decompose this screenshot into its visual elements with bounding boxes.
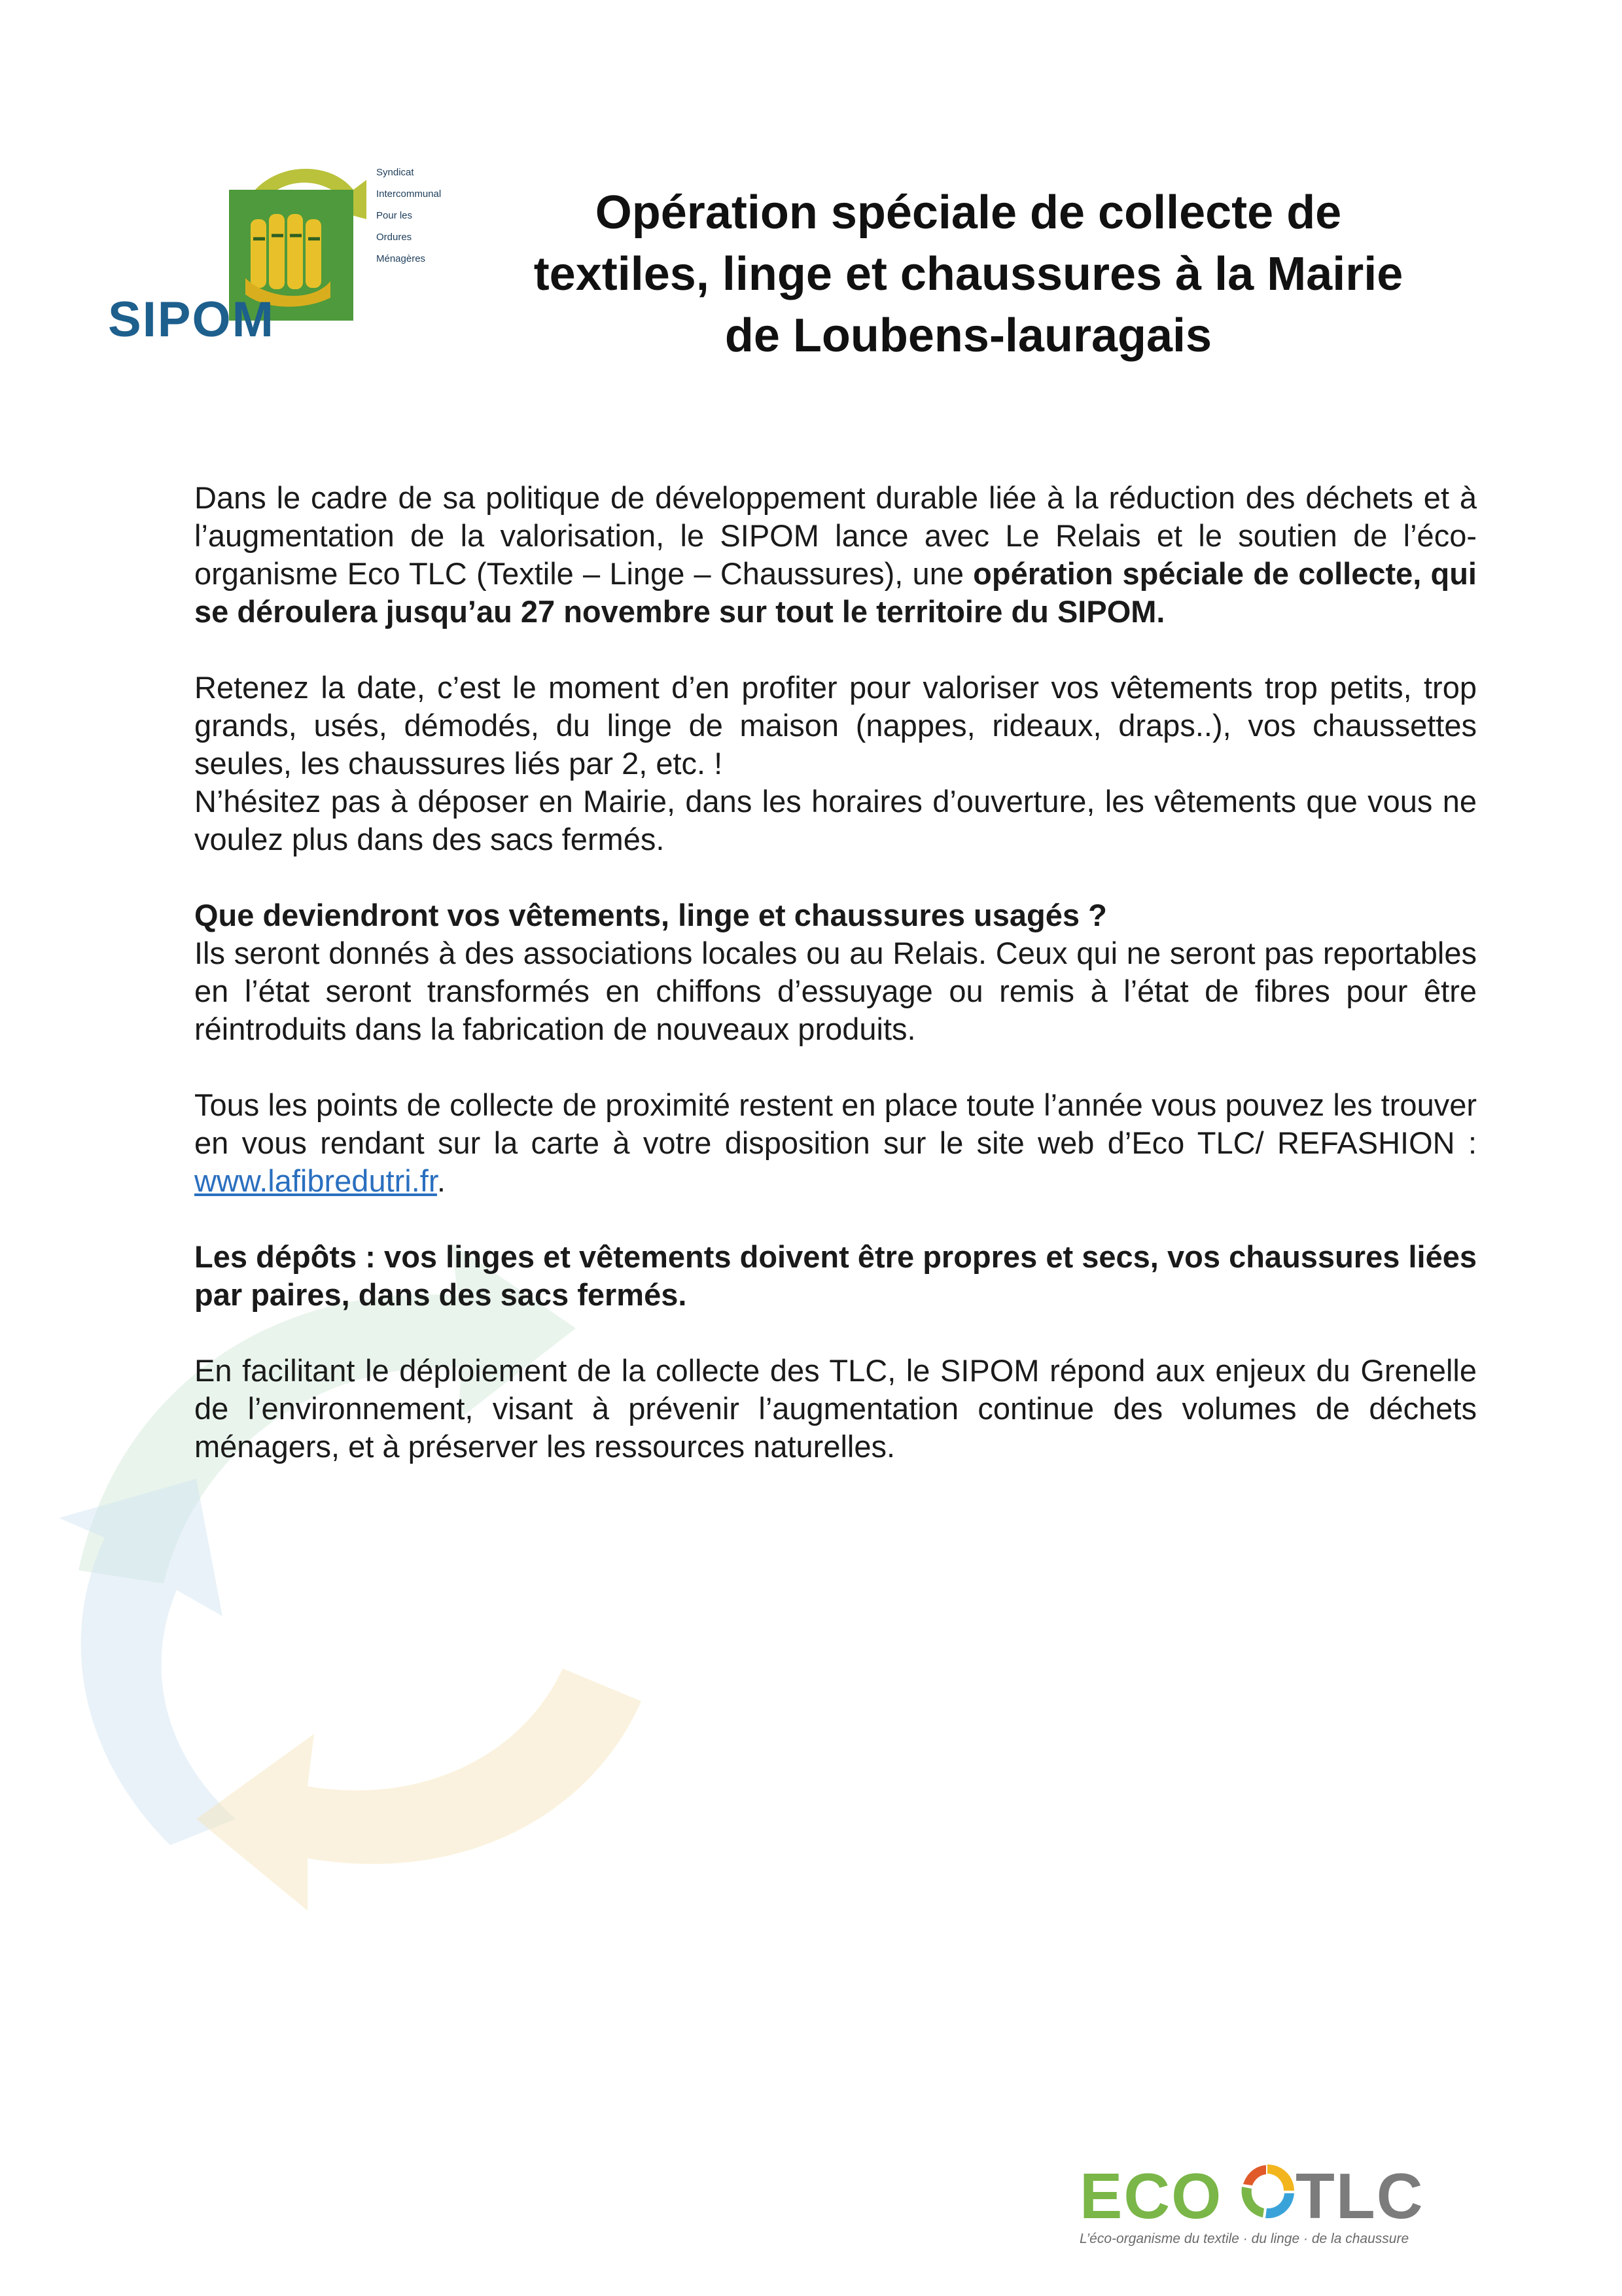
website-link[interactable]: www.lafibredutri.fr: [194, 1163, 437, 1198]
sipom-logo: [105, 141, 442, 357]
eco-swirl-icon: [1237, 2159, 1299, 2221]
title-line: de Loubens-lauragais: [724, 309, 1212, 362]
collection-points-paragraph: [194, 1086, 1477, 1200]
page-title: [458, 182, 1479, 366]
ecotlc-logo: [1080, 2159, 1446, 2244]
logo-line: Intercommunal: [376, 188, 442, 200]
intro-highlight: opération spéciale de collecte, qui se déroulera jusqu’au 27 novembre sur tout le territoire du SIPOM.: [194, 556, 1477, 629]
logo-brand-text: SIPOM: [108, 292, 275, 347]
intro-paragraph: [194, 479, 1477, 631]
logo-line: Syndicat: [376, 167, 414, 178]
logo-eco-word: ECO: [1080, 2160, 1223, 2232]
logo-tagline: L’éco-organisme du textile · du linge · de la chaussure: [1080, 2231, 1409, 2246]
logo-line: Ordures: [376, 232, 412, 243]
collection-points-end: .: [436, 1163, 446, 1198]
logo-line: Pour les: [376, 210, 413, 221]
intro-text: Dans le cadre de sa politique de développement durable liée à la réduction des déchets et à l’augmentation de la valorisation, le SIPOM lance avec Le Relais et le soutien de l’éco-organisme Eco TLC (Textile – Linge – Chaussures), une: [194, 480, 1477, 591]
collection-points-text: Tous les points de collecte de proximité restent en place toute l’année vous pouvez les trouver en vous rendant sur la carte à votre disposition sur le site web d’Eco TLC/ REFASHION :: [194, 1087, 1477, 1160]
logo-subtitle: [376, 162, 441, 270]
logo-tlc-word: TLC: [1296, 2160, 1424, 2232]
logo-line: Ménagères: [376, 253, 426, 264]
deposit-rules-paragraph: [194, 1238, 1477, 1314]
document-body: [194, 479, 1477, 1504]
title-line: textiles, linge et chaussures à la Mairie: [533, 248, 1403, 300]
reuse-paragraph: Ils seront donnés à des associations locales ou au Relais. Ceux qui ne seront pas reportables en l’état seront transformés en chiffons d’essuyage ou remis à l’état de fibres pour être réintroduits dans la fabrication de nouveaux produits.: [194, 936, 1477, 1046]
deposit-rules-text: Les dépôts : vos linges et vêtements doivent être propres et secs, vos chaussures liées par paires, dans des sacs fermés.: [194, 1239, 1477, 1312]
conclusion-paragraph: En facilitant le déploiement de la collecte des TLC, le SIPOM répond aux enjeux du Grenelle de l’environnement, visant à prévenir l’augmentation continue des volumes de déchets ménagers, et à préserver les ressources naturelles.: [194, 1353, 1477, 1464]
deposit-paragraph: N’hésitez pas à déposer en Mairie, dans les horaires d’ouverture, les vêtements que vous ne voulez plus dans des sacs fermés.: [194, 784, 1477, 857]
title-line: Opération spéciale de collecte de: [595, 186, 1342, 239]
section-heading-text: Que deviendront vos vêtements, linge et chaussures usagés ?: [194, 898, 1107, 932]
date-paragraph: Retenez la date, c’est le moment d’en profiter pour valoriser vos vêtements trop petits, trop grands, usés, démodés, du linge de maison (nappes, rideaux, draps..), vos chaussettes seules, les chaussures liés par 2, etc. !: [194, 670, 1477, 781]
section-heading: [194, 896, 1477, 934]
